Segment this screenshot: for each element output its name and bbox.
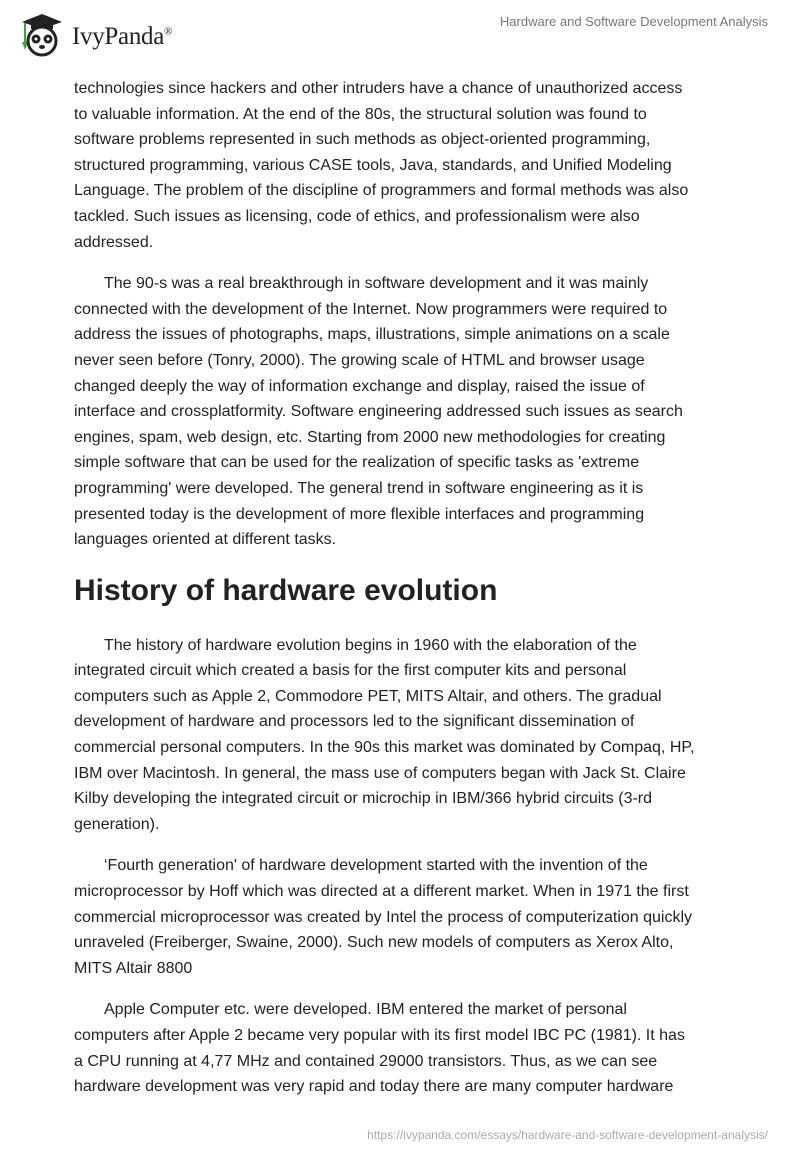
text-line: tackled. Such issues as licensing, code of ethics, and professionalism were also <box>74 207 640 225</box>
text-line: addressed. <box>74 233 154 251</box>
source-url[interactable]: https://ivypanda.com/essays/hardware-and-software-development-analysis/ <box>367 1128 768 1142</box>
paragraph <box>74 76 754 255</box>
paragraph <box>74 271 754 553</box>
text-line: engines, spam, web design, etc. Starting from 2000 new methodologies for creating <box>74 428 666 446</box>
text-line: interface and crossplatformity. Software engineering addressed such issues as search <box>74 403 683 421</box>
essay-content <box>74 76 754 1116</box>
text-line: never seen before (Tonry, 2000). The growing scale of HTML and browser usage <box>74 351 645 369</box>
section-heading: History of hardware evolution <box>74 573 498 607</box>
registered-mark: ® <box>164 25 173 38</box>
text-line: programming' were developed. The general trend in software engineering as it is <box>74 479 644 497</box>
text-line: languages oriented at different tasks. <box>74 531 337 549</box>
text-line: Kilby developing the integrated circuit or microchip in IBM/366 hybrid circuits (3-rd <box>74 790 653 808</box>
text-line: The 90-s was a real breakthrough in software development and it was mainly <box>104 275 649 293</box>
text-line: computers such as Apple 2, Commodore PET, MITS Altair, and others. The gradual <box>74 687 662 705</box>
text-line: technologies since hackers and other intruders have a chance of unauthorized access <box>74 80 683 97</box>
text-line: unraveled (Freiberger, Swaine, 2000). Such new models of computers as Xerox Alto, <box>74 934 674 952</box>
text-line: simple software that can be used for the realization of specific tasks as 'extreme <box>74 454 640 472</box>
text-line: Apple Computer etc. were developed. IBM entered the market of personal <box>104 1001 627 1019</box>
text-line: ‘Fourth generation' of hardware development started with the invention of the <box>104 857 648 875</box>
text-line: to valuable information. At the end of the 80s, the structural solution was found to <box>74 105 647 123</box>
text-line: computers after Apple 2 became very popular with its first model IBC PC (1981). It has <box>74 1027 685 1044</box>
text-line: structured programming, various CASE tools, Java, standards, and Unified Modeling <box>74 156 672 174</box>
text-line: software problems represented in such methods as object-oriented programming, <box>74 131 651 149</box>
text-line: generation). <box>74 815 160 833</box>
text-line: Language. The problem of the discipline of programmers and formal methods was also <box>74 182 689 200</box>
paragraph <box>74 997 754 1099</box>
document-title: Hardware and Software Development Analysis <box>499 14 768 29</box>
text-line: IBM over Macintosh. In general, the mass use of computers began with Jack St. Claire <box>74 764 686 782</box>
text-line: presented today is the development of more flexible interfaces and programming <box>74 505 645 523</box>
text-line: The history of hardware evolution begins in 1960 with the elaboration of the <box>104 636 637 654</box>
logo-wordmark: IvyPanda <box>72 23 165 50</box>
text-line: address the issues of photographs, maps, illustrations, simple animations on a scale <box>74 326 670 344</box>
text-line: development of hardware and processors led to the significant dissemination of <box>74 713 635 731</box>
text-line: a CPU running at 4,77 MHz and contained 29000 transistors. Thus, as we can see <box>74 1052 658 1070</box>
text-line: hardware development was very rapid and today there are many computer hardware <box>74 1078 674 1096</box>
text-line: commercial personal computers. In the 90s this market was dominated by Compaq, HP, <box>74 739 695 757</box>
panda-graduate-icon <box>18 10 66 58</box>
paragraph <box>74 853 754 981</box>
ivypanda-logo[interactable] <box>18 10 172 58</box>
text-line: connected with the development of the Internet. Now programmers were required to <box>74 300 668 318</box>
paragraph <box>74 633 754 838</box>
text-line: commercial microprocessor was created by Intel the process of computerization quickly <box>74 908 693 926</box>
text-line: microprocessor by Hoff which was directed at a different market. When in 1971 the first <box>74 883 689 901</box>
text-line: MITS Altair 8800 <box>74 959 193 977</box>
text-line: changed deeply the way of information exchange and display, raised the issue of <box>74 377 645 395</box>
text-line: integrated circuit which created a basis for the first computer kits and personal <box>74 662 627 680</box>
logo-text <box>72 23 172 51</box>
